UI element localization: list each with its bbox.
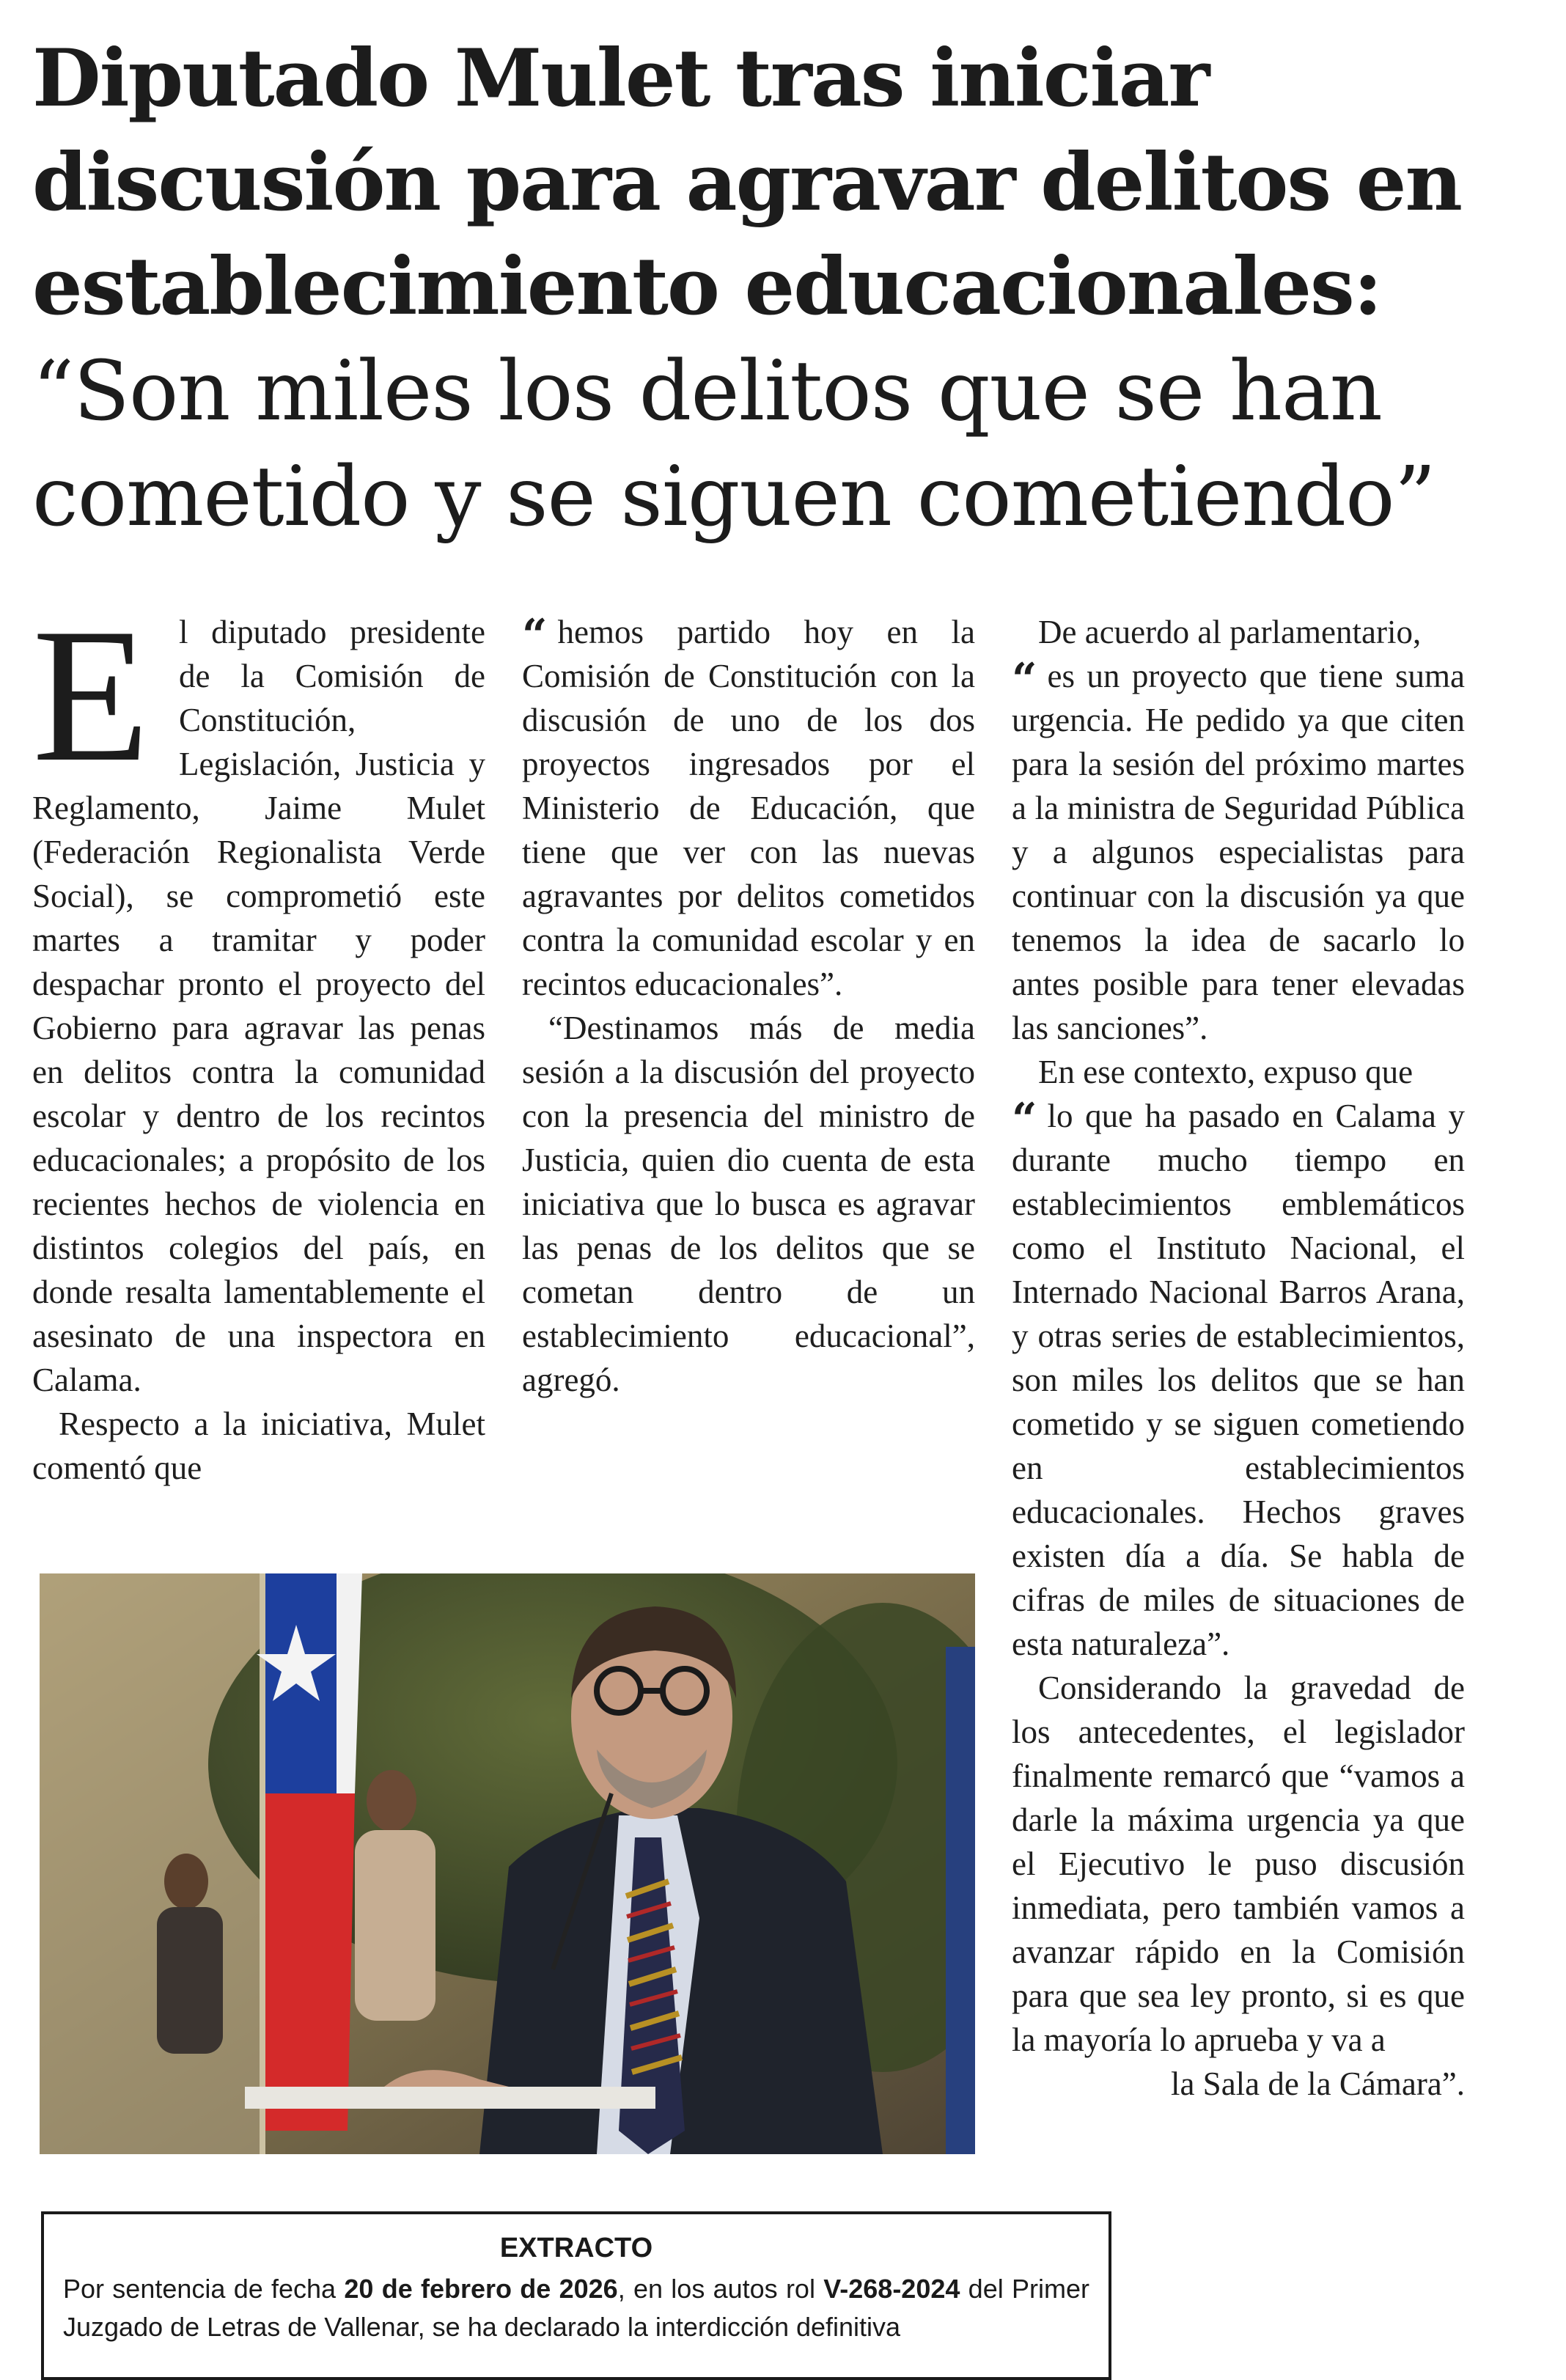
article-column-2: [522, 610, 975, 1402]
quote-mark-icon: “: [1012, 1094, 1037, 1145]
subheadline-line: “Son miles los delitos que se han: [32, 344, 1382, 439]
photo-illustration: [40, 1573, 975, 2154]
headline-line: Diputado Mulet tras iniciar: [32, 32, 1209, 125]
paragraph-end: la Sala de la Cámara”.: [1170, 2065, 1465, 2102]
legal-notice-text-part: , en los autos rol: [617, 2274, 824, 2304]
subheadline: [32, 339, 1528, 550]
headline-line: discusión para agravar delitos en: [32, 136, 1462, 229]
subheadline-line: cometido y se siguen cometiendo”: [32, 449, 1436, 545]
legal-notice-date: 20 de febrero de 2026: [344, 2274, 618, 2304]
paragraph: Respecto a la iniciativa, Mulet comentó que: [32, 1406, 485, 1486]
paragraph: En ese contexto, expuso que: [1038, 1054, 1414, 1090]
legal-notice-box: [41, 2211, 1111, 2380]
legal-notice-title: EXTRACTO: [499, 2233, 653, 2263]
legal-notice-text-part: del Primer Juzgado de Letras de Vallenar, se ha declarado la interdicción definitiva: [63, 2274, 1089, 2342]
headline: [32, 26, 1528, 339]
paragraph: “Destinamos más de media sesión a la discusión del proyecto con la presencia del ministro de Justicia, quien dio cuenta de esta iniciativa que lo busca es agravar las penas de los delitos que se cometan dentro de un establecimiento educacional”, agregó.: [522, 1010, 975, 1398]
article-column-1: [32, 589, 485, 1490]
drop-cap: E: [32, 589, 150, 801]
paragraph-text: lo que ha pasado en Calama y durante mucho tiempo en establecimientos emblemáticos como el Instituto Nacional, el Internado Nacional Barros Arana, y otras series de establecimientos, son miles los delitos que se han cometido y se siguen cometiendo en establecimientos educacionales. Hechos graves existen día a día. Se habla de cifras de miles de situaciones de esta naturaleza”.: [1012, 1098, 1465, 1662]
paragraph: [522, 610, 975, 1006]
legal-notice-text-part: Por sentencia de fecha: [63, 2274, 345, 2304]
article-photo: [40, 1573, 975, 2154]
legal-notice-text: [63, 2270, 1089, 2346]
headline-line: establecimiento educacionales:: [32, 240, 1381, 333]
paragraph: [32, 589, 485, 1402]
article-column-3: [1012, 610, 1465, 2106]
paragraph: [1012, 1094, 1465, 1666]
paragraph: De acuerdo al parlamentario,: [1038, 614, 1422, 650]
paragraph-text: hemos partido hoy en la Comisión de Constitución con la discusión de uno de los dos proyectos ingresados por el Ministerio de Educación, que tiene que ver con las nuevas agravantes por delitos cometidos contra la comunidad escolar y en recintos educacionales”.: [522, 614, 975, 1002]
paragraph-text: es un proyecto que tiene suma urgencia. He pedido ya que citen para la sesión del próximo martes a la ministra de Seguridad Pública y a algunos especialistas para continuar con la discusión ya que tenemos la idea de sacarlo lo antes posible para tener elevadas las sanciones”.: [1012, 658, 1465, 1046]
paragraph: Considerando la gravedad de los antecedentes, el legislador finalmente remarcó que “vamos a darle la máxima urgencia ya que el Ejecutivo le puso discusión inmediata, pero también vamos a avanzar rápido en la Comisión para que sea ley pronto, si es que la mayoría lo aprueba y va a: [1012, 1670, 1465, 2058]
paragraph: [1012, 654, 1465, 1050]
quote-mark-icon: “: [522, 610, 548, 661]
legal-notice-rol: V-268-2024: [823, 2274, 960, 2304]
quote-mark-icon: “: [1012, 654, 1037, 705]
paragraph-text: l diputado presidente de la Comisión de Constitución, Legislación, Justicia y Reglamento, Jaime Mulet (Federación Regionalista Verde Social), se comprometió este martes a tramitar y poder despachar pronto el proyecto del Gobierno para agravar las penas en delitos contra la comunidad escolar y dentro de los recintos educacionales; a propósito de los recientes hechos de violencia en distintos colegios del país, en donde resalta lamentablemente el asesinato de una inspectora en Calama.: [32, 614, 485, 1398]
